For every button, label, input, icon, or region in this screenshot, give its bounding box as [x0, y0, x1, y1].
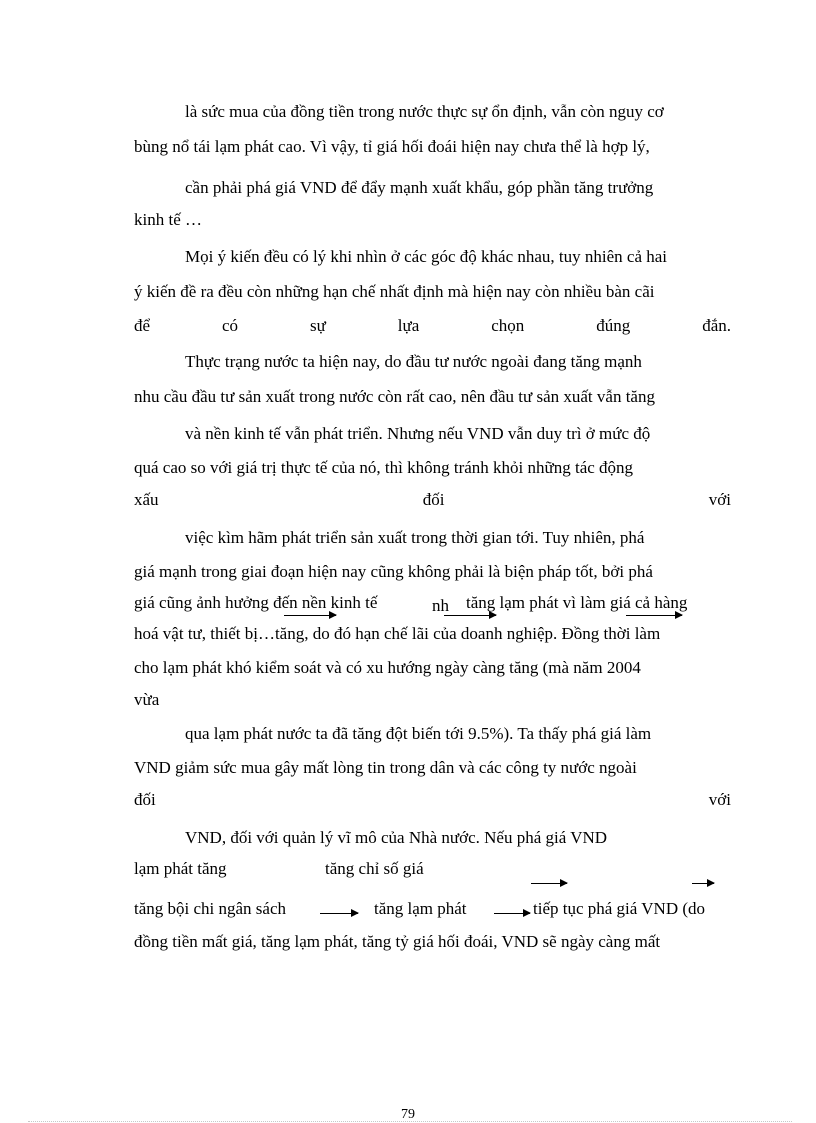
text-line: tăng chỉ số giá — [325, 859, 424, 878]
text-line: VND, đối với quản lý vĩ mô của Nhà nước. Nếu phá giá VND — [185, 828, 608, 847]
text-line: bùng nổ tái lạm phát cao. Vì vậy, tỉ giá hối đoái hiện nay chưa thể là hợp lý, — [134, 137, 650, 156]
word: với — [708, 490, 731, 509]
text-line: tăng bội chi ngân sách — [134, 899, 287, 918]
word: để — [134, 316, 151, 335]
text-line: nh — [432, 596, 449, 615]
arrow-icon — [284, 615, 336, 616]
text-line: lạm phát tăng — [134, 859, 227, 878]
arrow-icon — [531, 883, 567, 884]
arrow-icon — [626, 615, 682, 616]
text-line: là sức mua của đồng tiền trong nước thực sự ổn định, vẫn còn nguy cơ — [185, 102, 664, 121]
word: với — [708, 790, 731, 809]
word: lựa — [397, 316, 420, 335]
arrow-icon — [494, 913, 530, 914]
text-line: tiếp tục phá giá VND (do — [533, 899, 706, 918]
page-number: 79 — [401, 1107, 415, 1122]
word: đối — [422, 490, 445, 509]
word: đúng — [596, 316, 631, 335]
text-line: và nền kinh tế vẫn phát triển. Nhưng nếu VND vẫn duy trì ở mức độ — [185, 424, 651, 443]
text-line: nhu cầu đầu tư sản xuất trong nước còn rất cao, nên đầu tư sản xuất vẫn tăng — [134, 387, 655, 406]
arrow-icon — [320, 913, 358, 914]
word: có — [222, 316, 239, 335]
text-line: Mọi ý kiến đều có lý khi nhìn ở các góc độ khác nhau, tuy nhiên cả hai — [185, 247, 668, 266]
text-line: ý kiến đề ra đều còn những hạn chế nhất định mà hiện nay còn nhiều bàn cãi — [134, 282, 655, 301]
text-line: qua lạm phát nước ta đã tăng đột biến tới 9.5%). Ta thấy phá giá làm — [185, 724, 652, 743]
justified-line — [134, 790, 731, 810]
text-line: việc kìm hãm phát triển sản xuất trong thời gian tới. Tuy nhiên, phá — [185, 528, 645, 547]
word: đắn. — [702, 316, 731, 335]
word: đối — [134, 790, 156, 809]
word: chọn — [491, 316, 525, 335]
text-line: quá cao so với giá trị thực tế của nó, thì không tránh khỏi những tác động — [134, 458, 634, 477]
text-line: kinh tế … — [134, 210, 202, 229]
text-line: cho lạm phát khó kiểm soát và có xu hướng ngày càng tăng (mà năm 2004 — [134, 658, 641, 677]
text-line: giá mạnh trong giai đoạn hiện nay cũng không phải là biện pháp tốt, bởi phá — [134, 562, 653, 581]
text-line: đồng tiền mất giá, tăng lạm phát, tăng tỷ giá hối đoái, VND sẽ ngày càng mất — [134, 932, 661, 951]
arrow-icon — [692, 883, 714, 884]
arrow-icon — [444, 615, 496, 616]
word: sự — [310, 316, 326, 335]
text-line: hoá vật tư, thiết bị…tăng, do đó hạn chế lãi của doanh nghiệp. Đồng thời làm — [134, 624, 661, 643]
footer-divider — [28, 1121, 792, 1122]
text-line: cần phải phá giá VND để đẩy mạnh xuất khẩu, góp phần tăng trưởng — [185, 178, 654, 197]
text-line: vừa — [134, 690, 160, 709]
text-line: Thực trạng nước ta hiện nay, do đầu tư nước ngoài đang tăng mạnh — [185, 352, 642, 371]
word: xấu — [134, 490, 159, 509]
justified-line — [134, 490, 731, 510]
text-line: VND giảm sức mua gây mất lòng tin trong dân và các công ty nước ngoài — [134, 758, 637, 777]
text-line: tăng lạm phát vì làm giá cả hàng — [466, 593, 688, 612]
justified-line — [134, 316, 731, 336]
text-line: tăng lạm phát — [374, 899, 467, 918]
text-line: giá cũng ảnh hưởng đến nền kinh tế — [134, 593, 378, 612]
